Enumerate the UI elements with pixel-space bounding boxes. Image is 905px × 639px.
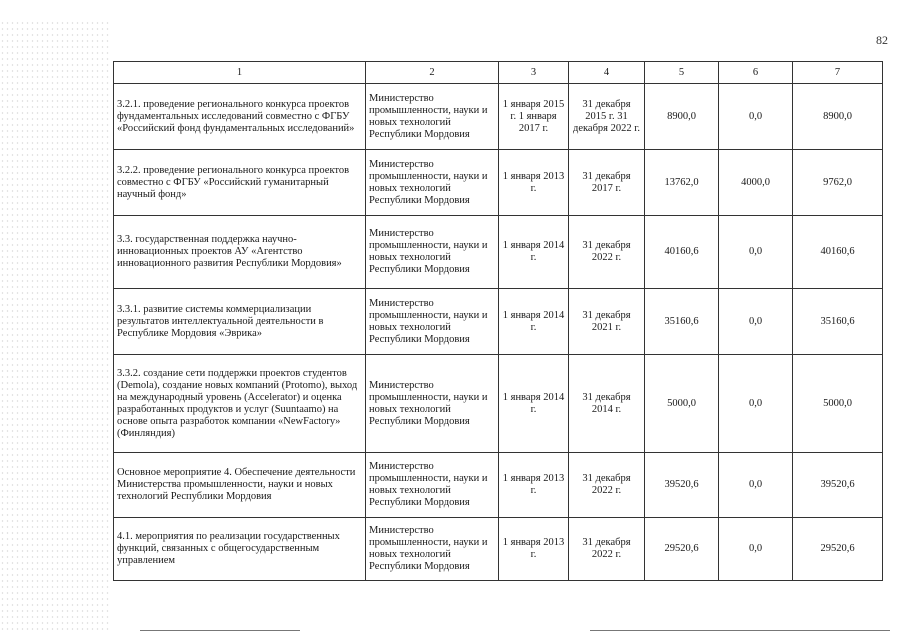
start-date-cell: 1 января 2014 г.: [499, 216, 569, 289]
amount-cell: 0,0: [719, 355, 793, 453]
start-date-cell: 1 января 2015 г. 1 января 2017 г.: [499, 84, 569, 150]
end-date-cell: 31 декабря 2021 г.: [569, 289, 645, 355]
activity-cell: 3.3.2. создание сети поддержки проектов студентов (Demola), создание новых компаний (Protomo), выход на международный уровень (Accelerator) и оценка разработанных продуктов и услуг (Suuntaamo) на основе опыта разработок компании «NewFactory» (Финляндия): [114, 355, 366, 453]
table-row: [114, 150, 883, 216]
end-date-cell: 31 декабря 2017 г.: [569, 150, 645, 216]
executor-cell: Министерство промышленности, науки и новых технологий Республики Мордовия: [366, 289, 499, 355]
executor-cell: Министерство промышленности, науки и новых технологий Республики Мордовия: [366, 453, 499, 518]
table-row: [114, 453, 883, 518]
end-date-cell: 31 декабря 2014 г.: [569, 355, 645, 453]
activity-cell: 3.3.1. развитие системы коммерциализации результатов интеллектуальной деятельности в Республике Мордовия «Эврика»: [114, 289, 366, 355]
amount-cell: 29520,6: [645, 518, 719, 581]
column-header: 6: [719, 62, 793, 84]
executor-cell: Министерство промышленности, науки и новых технологий Республики Мордовия: [366, 518, 499, 581]
column-header: 5: [645, 62, 719, 84]
amount-cell: 0,0: [719, 289, 793, 355]
executor-cell: Министерство промышленности, науки и новых технологий Республики Мордовия: [366, 84, 499, 150]
start-date-cell: 1 января 2014 г.: [499, 289, 569, 355]
amount-cell: 0,0: [719, 216, 793, 289]
amount-cell: 0,0: [719, 518, 793, 581]
activity-cell: 3.3. государственная поддержка научно-инновационных проектов АУ «Агентство инновационного развития Республики Мордовия»: [114, 216, 366, 289]
amount-cell: 5000,0: [793, 355, 883, 453]
activity-cell: 3.2.1. проведение регионального конкурса проектов фундаментальных исследований совместно с ФГБУ «Российский фонд фундаментальных исследований»: [114, 84, 366, 150]
executor-cell: Министерство промышленности, науки и новых технологий Республики Мордовия: [366, 355, 499, 453]
amount-cell: 8900,0: [793, 84, 883, 150]
amount-cell: 29520,6: [793, 518, 883, 581]
table-row: [114, 216, 883, 289]
end-date-cell: 31 декабря 2022 г.: [569, 453, 645, 518]
amount-cell: 40160,6: [793, 216, 883, 289]
column-header: 7: [793, 62, 883, 84]
column-header: 1: [114, 62, 366, 84]
start-date-cell: 1 января 2013 г.: [499, 150, 569, 216]
activity-cell: 4.1. мероприятия по реализации государственных функций, связанных с общегосударственным управлением: [114, 518, 366, 581]
executor-cell: Министерство промышленности, науки и новых технологий Республики Мордовия: [366, 216, 499, 289]
start-date-cell: 1 января 2013 г.: [499, 453, 569, 518]
start-date-cell: 1 января 2013 г.: [499, 518, 569, 581]
activity-cell: Основное мероприятие 4. Обеспечение деятельности Министерства промышленности, науки и новых технологий Республики Мордовия: [114, 453, 366, 518]
header-row: [114, 62, 883, 84]
activity-cell: 3.2.2. проведение регионального конкурса проектов совместно с ФГБУ «Российский гуманитарный научный фонд»: [114, 150, 366, 216]
column-header: 4: [569, 62, 645, 84]
table-row: [114, 518, 883, 581]
start-date-cell: 1 января 2014 г.: [499, 355, 569, 453]
amount-cell: 0,0: [719, 84, 793, 150]
table-row: [114, 355, 883, 453]
end-date-cell: 31 декабря 2022 г.: [569, 518, 645, 581]
column-header: 2: [366, 62, 499, 84]
page-number: 82: [876, 33, 888, 47]
amount-cell: 13762,0: [645, 150, 719, 216]
amount-cell: 4000,0: [719, 150, 793, 216]
table-row: [114, 289, 883, 355]
table-row: [114, 84, 883, 150]
end-date-cell: 31 декабря 2015 г. 31 декабря 2022 г.: [569, 84, 645, 150]
column-header: 3: [499, 62, 569, 84]
executor-cell: Министерство промышленности, науки и новых технологий Республики Мордовия: [366, 150, 499, 216]
page-edge-line: [140, 630, 300, 631]
amount-cell: 35160,6: [645, 289, 719, 355]
end-date-cell: 31 декабря 2022 г.: [569, 216, 645, 289]
amount-cell: 5000,0: [645, 355, 719, 453]
amount-cell: 40160,6: [645, 216, 719, 289]
page-edge-line: [590, 630, 890, 631]
amount-cell: 0,0: [719, 453, 793, 518]
amount-cell: 39520,6: [645, 453, 719, 518]
amount-cell: 9762,0: [793, 150, 883, 216]
amount-cell: 39520,6: [793, 453, 883, 518]
amount-cell: 35160,6: [793, 289, 883, 355]
amount-cell: 8900,0: [645, 84, 719, 150]
program-table: [113, 61, 883, 581]
scan-noise: [0, 20, 110, 630]
